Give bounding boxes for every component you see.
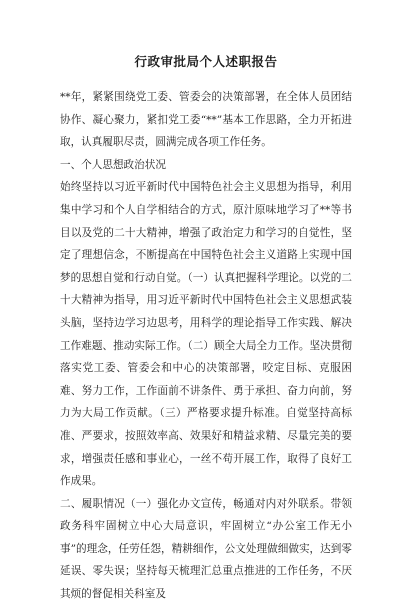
duty-performance-paragraph: 二、履职情况（一）强化办文宣传，畅通对内对外联系。带领政务科牢固树立中心大局意识，牢固树立“办公室工作无小事”的理念，任劳任怨，精耕细作，公文处理做细做实，达到零延误、零失误；坚持每天梳理汇总重点推进的工作任务，不厌其烦的督促相关科室及 [60, 497, 352, 601]
intro-paragraph: **年，紧紧围绕党工委、管委会的决策部署，在全体人员团结协作、凝心聚力，紧扣党工委“**”基本工作思路，全力开拓进取，认真履职尽责，圆满完成各项工作任务。 [60, 91, 352, 149]
political-status-paragraph: 始终坚持以习近平新时代中国特色社会主义思想为指导，利用集中学习和个人自学相结合的方式，原汁原味地学习了**等书目以及党的二十大精神，增强了政治定力和学习的自觉性，坚定了理想信念，不断提高在中国特色社会主义道路上实现中国梦的思想自觉和行动自觉。（一）认真把握科学理论。以党的二十大精神为指导，用习近平新时代中国特色社会主义思想武装头脑，坚持边学习边思考，用科学的理论指导工作实践、解决工作难题、推动实际工作。（二）顾全大局全力工作。坚决贯彻落实党工委、管委会和中心的决策部署，咬定目标、克服困难、努力工作，工作面前不讲条件、勇于承担、奋力向前，努力为大局工作贡献。（三）严格要求提升标准。自觉坚持高标准、严要求，按照效率高、效果好和精益求精、尽量完美的要求，增强责任感和事业心，一丝不苟开展工作，取得了良好工作成果。 [60, 181, 352, 488]
document-title: 行政审批局个人述职报告 [134, 54, 278, 69]
section-heading-political: 一、个人思想政治状况 [60, 158, 166, 171]
